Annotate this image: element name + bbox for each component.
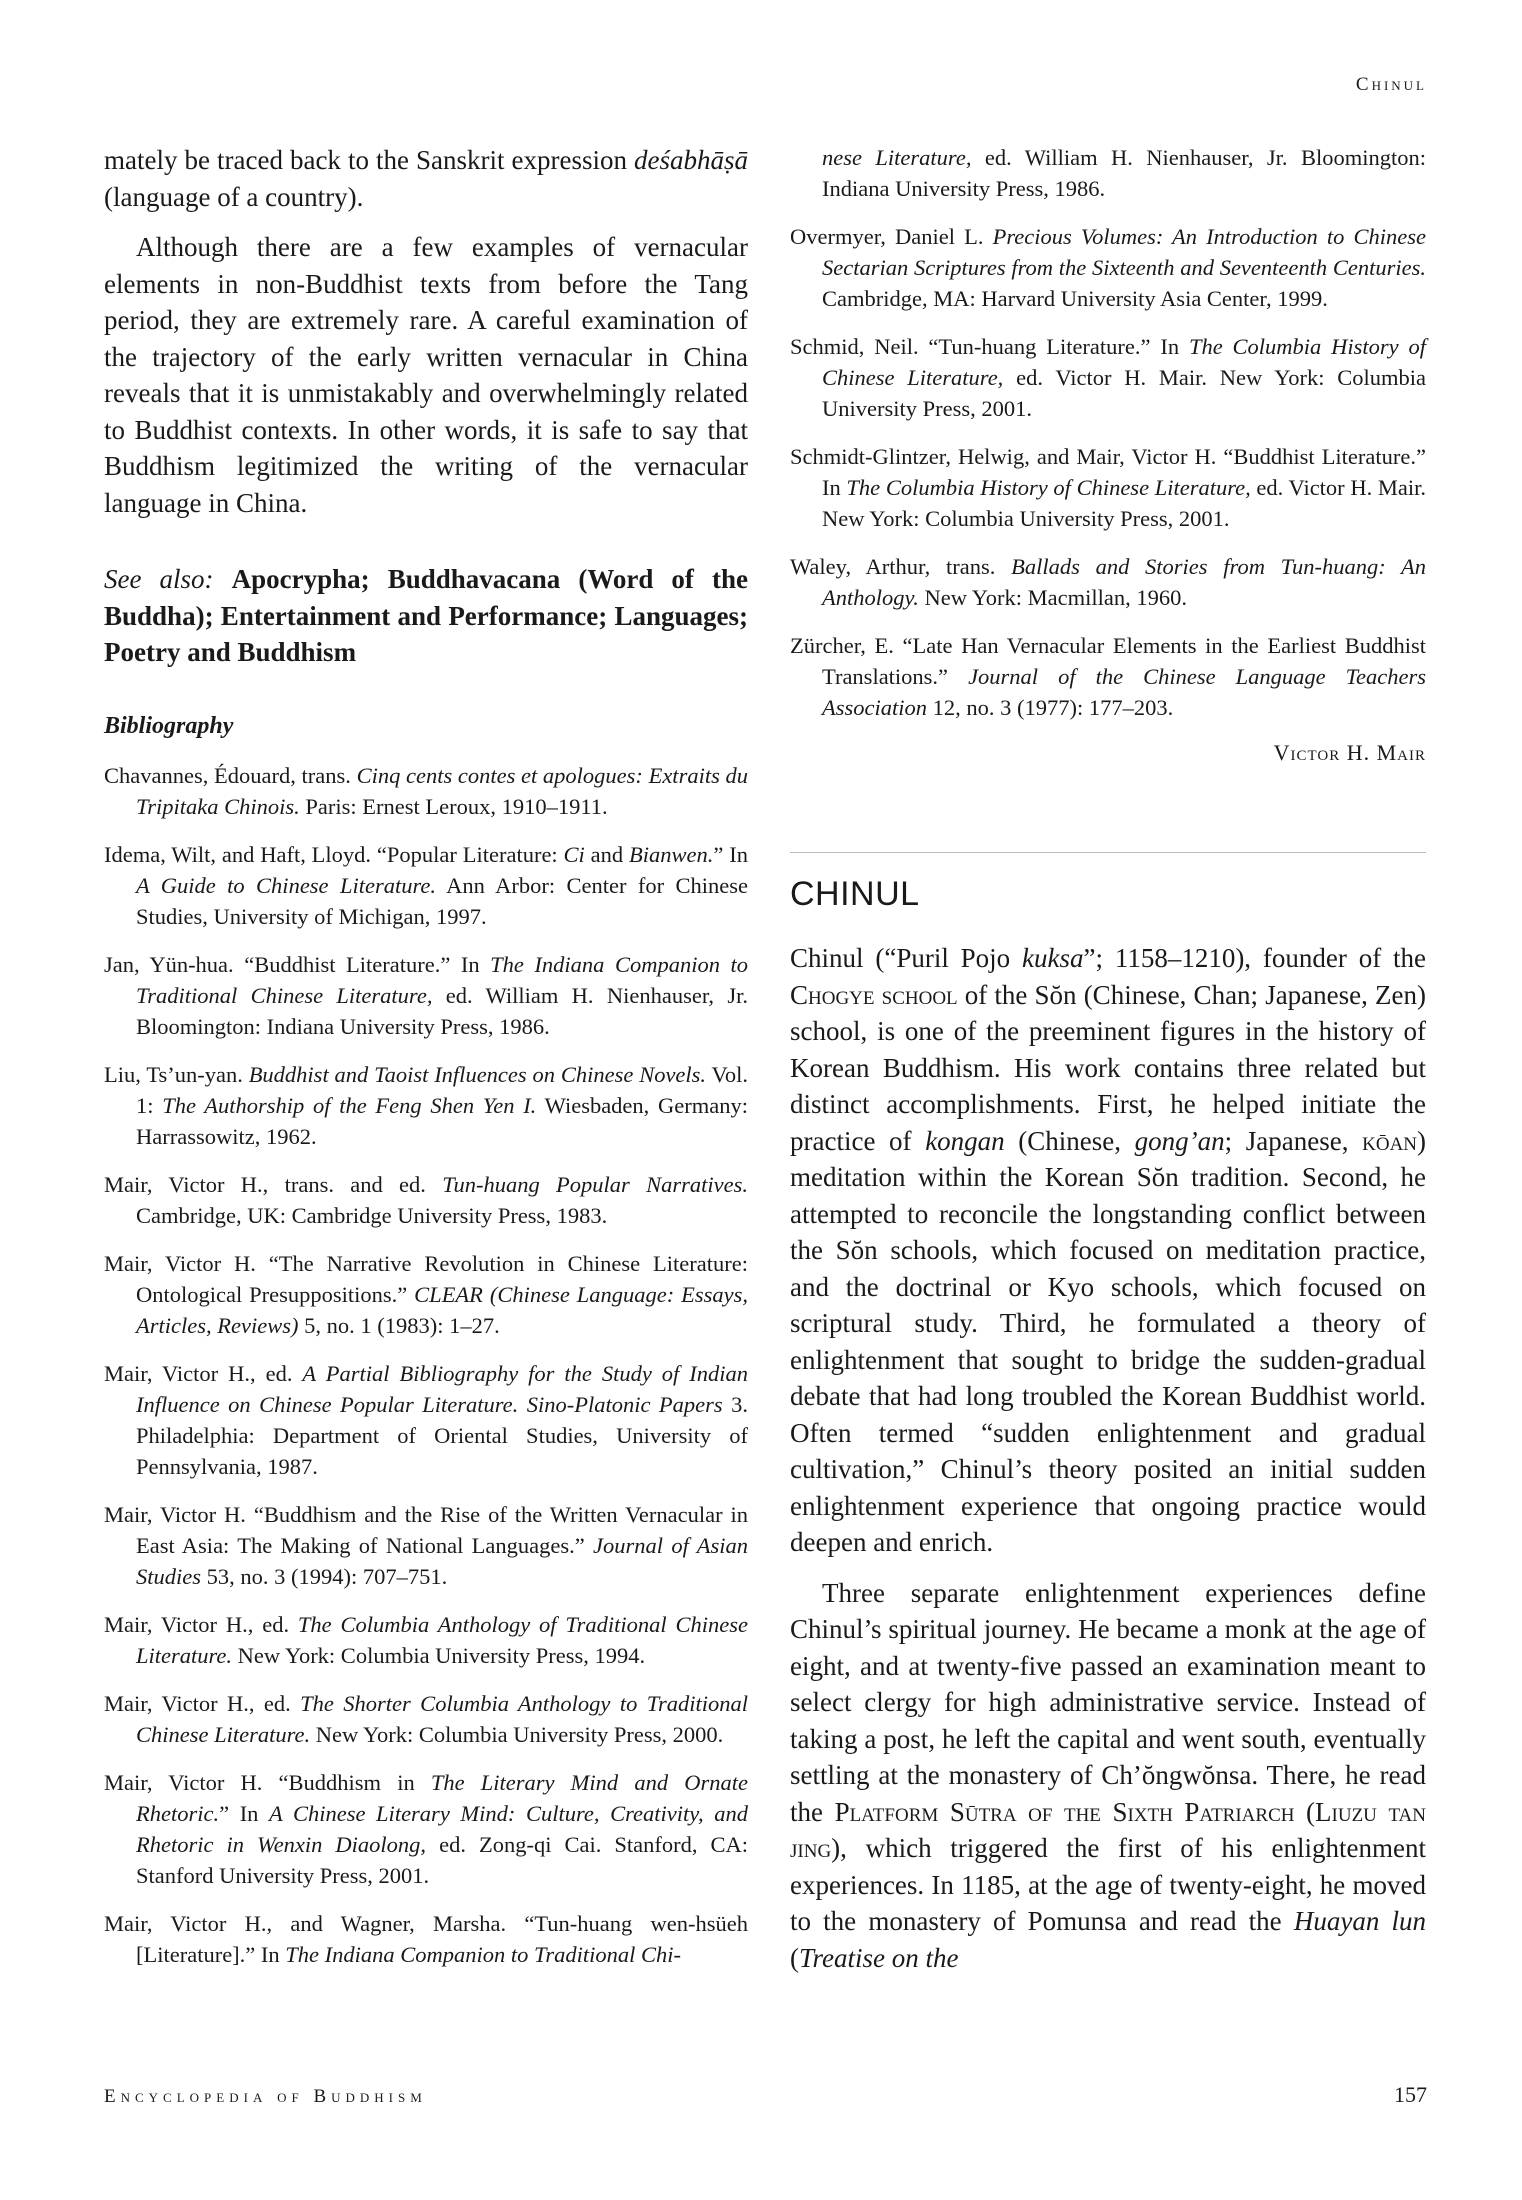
paragraph: Chinul (“Puril Pojo kuksa”; 1158–1210), founder of the Chogye school of the Sŏn (Chinese, Chan; Japanese, Zen) school, is one of the preeminent figures in the history of Korean Buddhism. His work contains three related but distinct accomplishments. First, he helped initiate the practice of kongan (Chinese, gong’an; Japanese, kōan) meditation within the Korean Sŏn tradition. Second, he attempted to reconcile the longstanding conflict between the Sŏn schools, which focused on meditation practice, and the doctrinal or Kyo schools, which focused on scriptural study. Third, he formulated a theory of enlightenment that sought to bridge the sudden-gradual debate that had long troubled the Korean Buddhist world. Often termed “sudden enlightenment and gradual cultivation,” Chinul’s theory posited an initial sudden enlightenment experience that ongoing practice would deepen and enrich. bbox=[790, 943, 1427, 1557]
bibliography-entry: Zürcher, E. “Late Han Vernacular Elements in the Earliest Buddhist Translations.” Journal of the Chinese Language Teachers Association 12, no. 3 (1977): 177–203. bbox=[790, 633, 1427, 720]
bibliography-heading: Bibliography bbox=[104, 712, 234, 739]
cross-reference[interactable]: Platform Sūtra of the Sixth Patriarch bbox=[834, 1796, 1295, 1827]
see-also-label: See also: bbox=[104, 564, 214, 594]
bibliography-entry: Mair, Victor H., and Wagner, Marsha. “Tun-huang wen-hsüeh [Literature].” In The Indiana Companion to Traditional Chi- bbox=[104, 1910, 748, 1967]
bibliography-entry: Jan, Yün-hua. “Buddhist Literature.” In The Indiana Companion to Traditional Chinese Literature, ed. William H. Nienhauser, Jr. Bloomington: Indiana University Press, 1986. bbox=[104, 951, 748, 1039]
right-column bbox=[790, 142, 1426, 1990]
bibliography-entry-continued: nese Literature, ed. William H. Nienhauser, Jr. Bloomington: Indiana University Press, 1986. bbox=[822, 145, 1426, 201]
paragraph: mately be traced back to the Sanskrit expression deśabhāṣā (language of a country). bbox=[104, 145, 748, 212]
bibliography-entry: Mair, Victor H. “The Narrative Revolution in Chinese Literature: Ontological Presuppositions.” CLEAR (Chinese Language: Essays, Articles, Reviews) 5, no. 1 (1983): 1–27. bbox=[104, 1250, 748, 1338]
bibliography-entry: Liu, Ts’un-yan. Buddhist and Taoist Influences on Chinese Novels. Vol. 1: The Authorship of the Feng Shen Yen I. Wiesbaden, Germany: Harrassowitz, 1962. bbox=[104, 1061, 748, 1149]
bibliography-entry: Mair, Victor H., ed. The Columbia Anthology of Traditional Chinese Literature. New York: Columbia University Press, 1994. bbox=[104, 1611, 748, 1668]
bibliography-entry: Mair, Victor H., trans. and ed. Tun-huang Popular Narratives. Cambridge, UK: Cambridge University Press, 1983. bbox=[104, 1171, 748, 1228]
bibliography-entry: Schmidt-Glintzer, Helwig, and Mair, Victor H. “Buddhist Literature.” In The Columbia History of Chinese Literature, ed. Victor H. Mair. New York: Columbia University Press, 2001. bbox=[790, 444, 1426, 531]
left-column bbox=[104, 142, 748, 1987]
paragraph: Three separate enlightenment experiences define Chinul’s spiritual journey. He became a monk at the age of eight, and at twenty-five passed an examination meant to select clergy for high administrative service. Instead of taking a post, he left the capital and went south, eventually settling at the monastery of Ch’ŏngwŏnsa. There, he read the Platform Sūtra of the Sixth Patriarch (Liuzu tan jing), which triggered the first of his enlightenment experiences. In 1185, at the age of twenty-eight, he moved to the monastery of Pomunsa and read the Huayan lun (Treatise on the bbox=[790, 1577, 1427, 1973]
bibliography-entry: Waley, Arthur, trans. Ballads and Stories from Tun-huang: An Anthology. New York: Macmillan, 1960. bbox=[790, 554, 1426, 610]
page-number: 157 bbox=[1394, 2082, 1427, 2107]
bibliography-entry: Mair, Victor H., ed. A Partial Bibliography for the Study of Indian Influence on Chinese Popular Literature. Sino-Platonic Papers 3. Philadelphia: Department of Oriental Studies, University of Pennsylvania, 1987. bbox=[104, 1360, 749, 1479]
footer-book-title: Encyclopedia of Buddhism bbox=[104, 2086, 427, 2107]
bibliography-entry: Chavannes, Édouard, trans. Cinq cents contes et apologues: Extraits du Tripitaka Chinois. Paris: Ernest Leroux, 1910–1911. bbox=[104, 762, 748, 819]
bibliography-entry: Mair, Victor H. “Buddhism and the Rise of the Written Vernacular in East Asia: The Making of National Languages.” Journal of Asian Studies 53, no. 3 (1994): 707–751. bbox=[104, 1501, 748, 1589]
cross-reference[interactable]: Chogye school bbox=[790, 979, 958, 1010]
entry-title: CHINUL bbox=[790, 875, 920, 913]
bibliography-entry: Overmyer, Daniel L. Precious Volumes: An Introduction to Chinese Sectarian Scriptures from the Sixteenth and Seventeenth Centuries. Cambridge, MA: Harvard University Asia Center, 1999. bbox=[790, 224, 1426, 311]
see-also bbox=[104, 561, 748, 671]
cross-reference[interactable]: Liuzu tan jing bbox=[790, 1796, 1426, 1863]
bibliography-entry: Mair, Victor H., ed. The Shorter Columbia Anthology to Traditional Chinese Literature. New York: Columbia University Press, 2000. bbox=[104, 1690, 748, 1747]
bibliography-entry: Mair, Victor H. “Buddhism in The Literary Mind and Ornate Rhetoric.” In A Chinese Literary Mind: Culture, Creativity, and Rhetoric in Wenxin Diaolong, ed. Zong-qi Cai. Stanford, CA: Stanford University Press, 2001. bbox=[104, 1769, 748, 1888]
bibliography-entry: Schmid, Neil. “Tun-huang Literature.” In The Columbia History of Chinese Literature, ed. Victor H. Mair. New York: Columbia University Press, 2001. bbox=[790, 334, 1426, 421]
section-divider bbox=[790, 852, 1426, 853]
bibliography-entry: Idema, Wilt, and Haft, Lloyd. “Popular Literature: Ci and Bianwen.” In A Guide to Chinese Literature. Ann Arbor: Center for Chinese Studies, University of Michigan, 1997. bbox=[104, 841, 748, 929]
paragraph: Although there are a few examples of vernacular elements in non-Buddhist texts from before the Tang period, they are extremely rare. A careful examination of the trajectory of the early written vernacular in China reveals that it is unmistakably and overwhelmingly related to Buddhist contexts. In other words, it is safe to say that Buddhism legitimized the writing of the vernacular language in China. bbox=[104, 232, 748, 518]
running-head: Chinul bbox=[1355, 74, 1427, 95]
see-also-links[interactable]: Apocrypha; Buddhavacana (Word of the Buddha); Entertainment and Performance; Languages; Poetry and Buddhism bbox=[104, 564, 748, 667]
article-author: Victor H. Mair bbox=[1273, 740, 1426, 765]
cross-reference[interactable]: kōan bbox=[1362, 1125, 1418, 1156]
